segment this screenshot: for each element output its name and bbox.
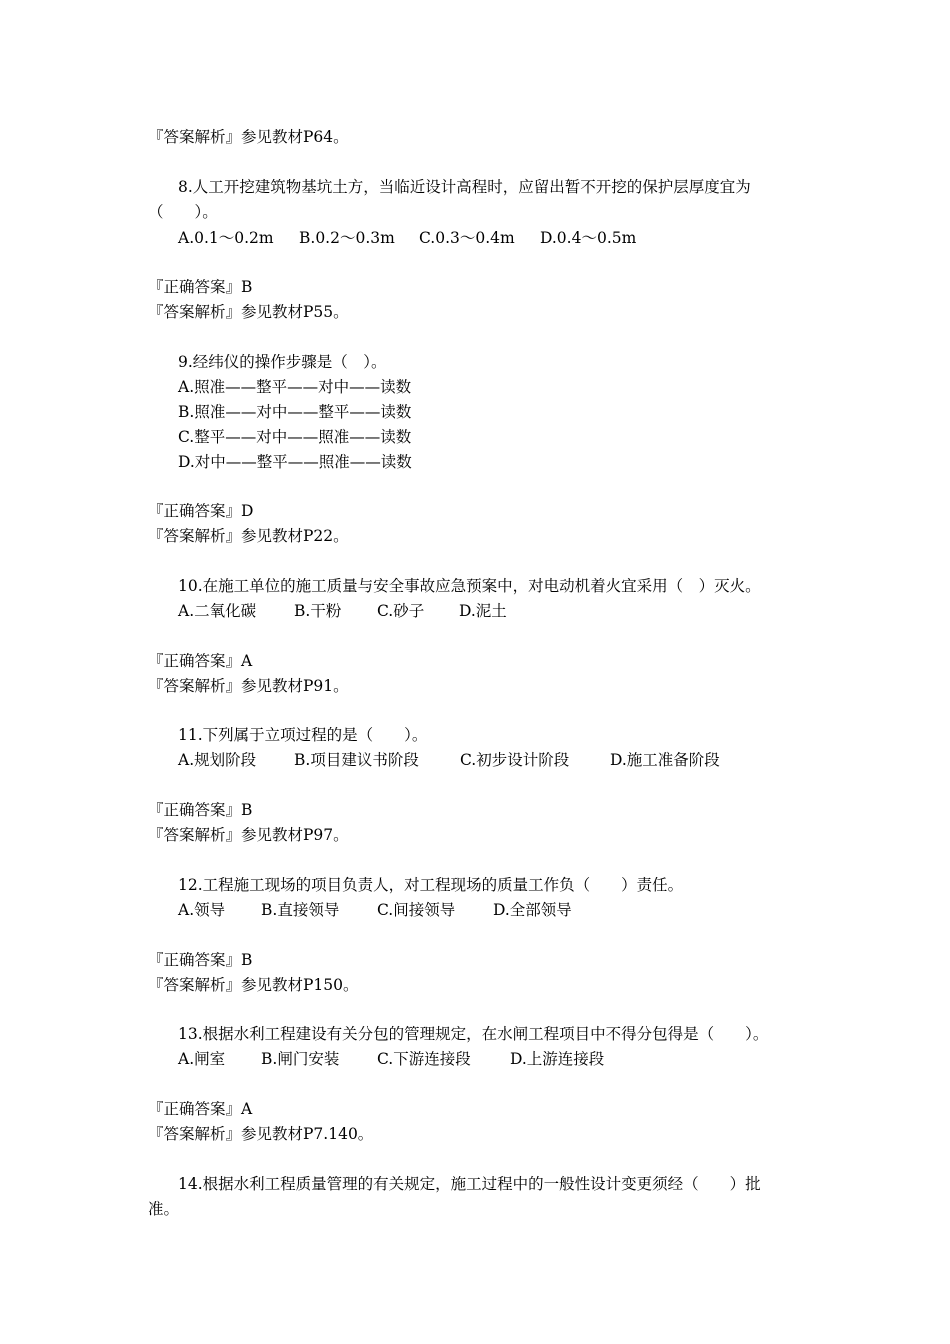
q11-explanation: 『答案解析』参见教材P97。 (148, 826, 349, 844)
q9-option-c: C.整平——对中——照准——读数 (178, 428, 412, 446)
q10-option-b: B.干粉 (294, 602, 342, 620)
q12-answer: 『正确答案』B (148, 951, 253, 969)
q8-options (178, 228, 636, 248)
q12-question: 12.工程施工现场的项目负责人，对工程现场的质量工作负（ ）责任。 (178, 876, 684, 894)
q9-question: 9.经纬仪的操作步骤是（ ）。 (178, 353, 387, 371)
q8-question-line2: （ ）。 (148, 203, 218, 221)
q11-options (178, 750, 720, 770)
q9-option-d: D.对中——整平——照准——读数 (178, 453, 412, 471)
q11-option-b: B.项目建议书阶段 (294, 751, 419, 769)
q10-option-c: C.砂子 (377, 602, 425, 620)
q8-option-d: D.0.4～0.5m (540, 229, 637, 247)
q12-options (178, 900, 572, 920)
q10-question: 10.在施工单位的施工质量与安全事故应急预案中，对电动机着火宜采用（ ）灭火。 (178, 577, 761, 595)
q13-option-a: A.闸室 (178, 1050, 226, 1068)
q11-question: 11.下列属于立项过程的是（ ）。 (178, 726, 428, 744)
q13-answer: 『正确答案』A (148, 1100, 253, 1118)
q14-question-line2: 准。 (148, 1200, 180, 1218)
q8-question-line1: 8.人工开挖建筑物基坑土方，当临近设计高程时，应留出暂不开挖的保护层厚度宜为 (178, 178, 751, 196)
q13-explanation: 『答案解析』参见教材P7.140。 (148, 1125, 374, 1143)
q8-explanation: 『答案解析』参见教材P55。 (148, 303, 349, 321)
q10-options (178, 601, 507, 621)
q8-option-a: A.0.1～0.2m (178, 229, 274, 247)
q12-option-c: C.间接领导 (377, 901, 456, 919)
q8-option-c: C.0.3～0.4m (419, 229, 515, 247)
q12-option-b: B.直接领导 (261, 901, 340, 919)
q12-option-d: D.全部领导 (493, 901, 572, 919)
q13-option-b: B.闸门安装 (261, 1050, 340, 1068)
q9-option-b: B.照准——对中——整平——读数 (178, 403, 412, 421)
q10-explanation: 『答案解析』参见教材P91。 (148, 677, 349, 695)
q10-option-a: A.二氧化碳 (178, 602, 257, 620)
q10-option-d: D.泥土 (459, 602, 507, 620)
q13-option-c: C.下游连接段 (377, 1050, 471, 1068)
q11-option-a: A.规划阶段 (178, 751, 257, 769)
q13-options (178, 1049, 604, 1069)
q14-question-line1: 14.根据水利工程质量管理的有关规定，施工过程中的一般性设计变更须经（ ）批 (178, 1175, 761, 1193)
q9-explanation: 『答案解析』参见教材P22。 (148, 527, 349, 545)
q10-answer: 『正确答案』A (148, 652, 253, 670)
q12-explanation: 『答案解析』参见教材P150。 (148, 976, 359, 994)
q8-option-b: B.0.2～0.3m (299, 229, 395, 247)
q11-option-d: D.施工准备阶段 (610, 751, 720, 769)
q11-option-c: C.初步设计阶段 (460, 751, 570, 769)
q9-option-a: A.照准——整平——对中——读数 (178, 378, 412, 396)
q13-option-d: D.上游连接段 (510, 1050, 605, 1068)
q7-explanation: 『答案解析』参见教材P64。 (148, 128, 349, 146)
q13-question: 13.根据水利工程建设有关分包的管理规定，在水闸工程项目中不得分包得是（ ）。 (178, 1025, 769, 1043)
q12-option-a: A.领导 (178, 901, 226, 919)
q9-answer: 『正确答案』D (148, 502, 254, 520)
q8-answer: 『正确答案』B (148, 278, 253, 296)
q11-answer: 『正确答案』B (148, 801, 253, 819)
